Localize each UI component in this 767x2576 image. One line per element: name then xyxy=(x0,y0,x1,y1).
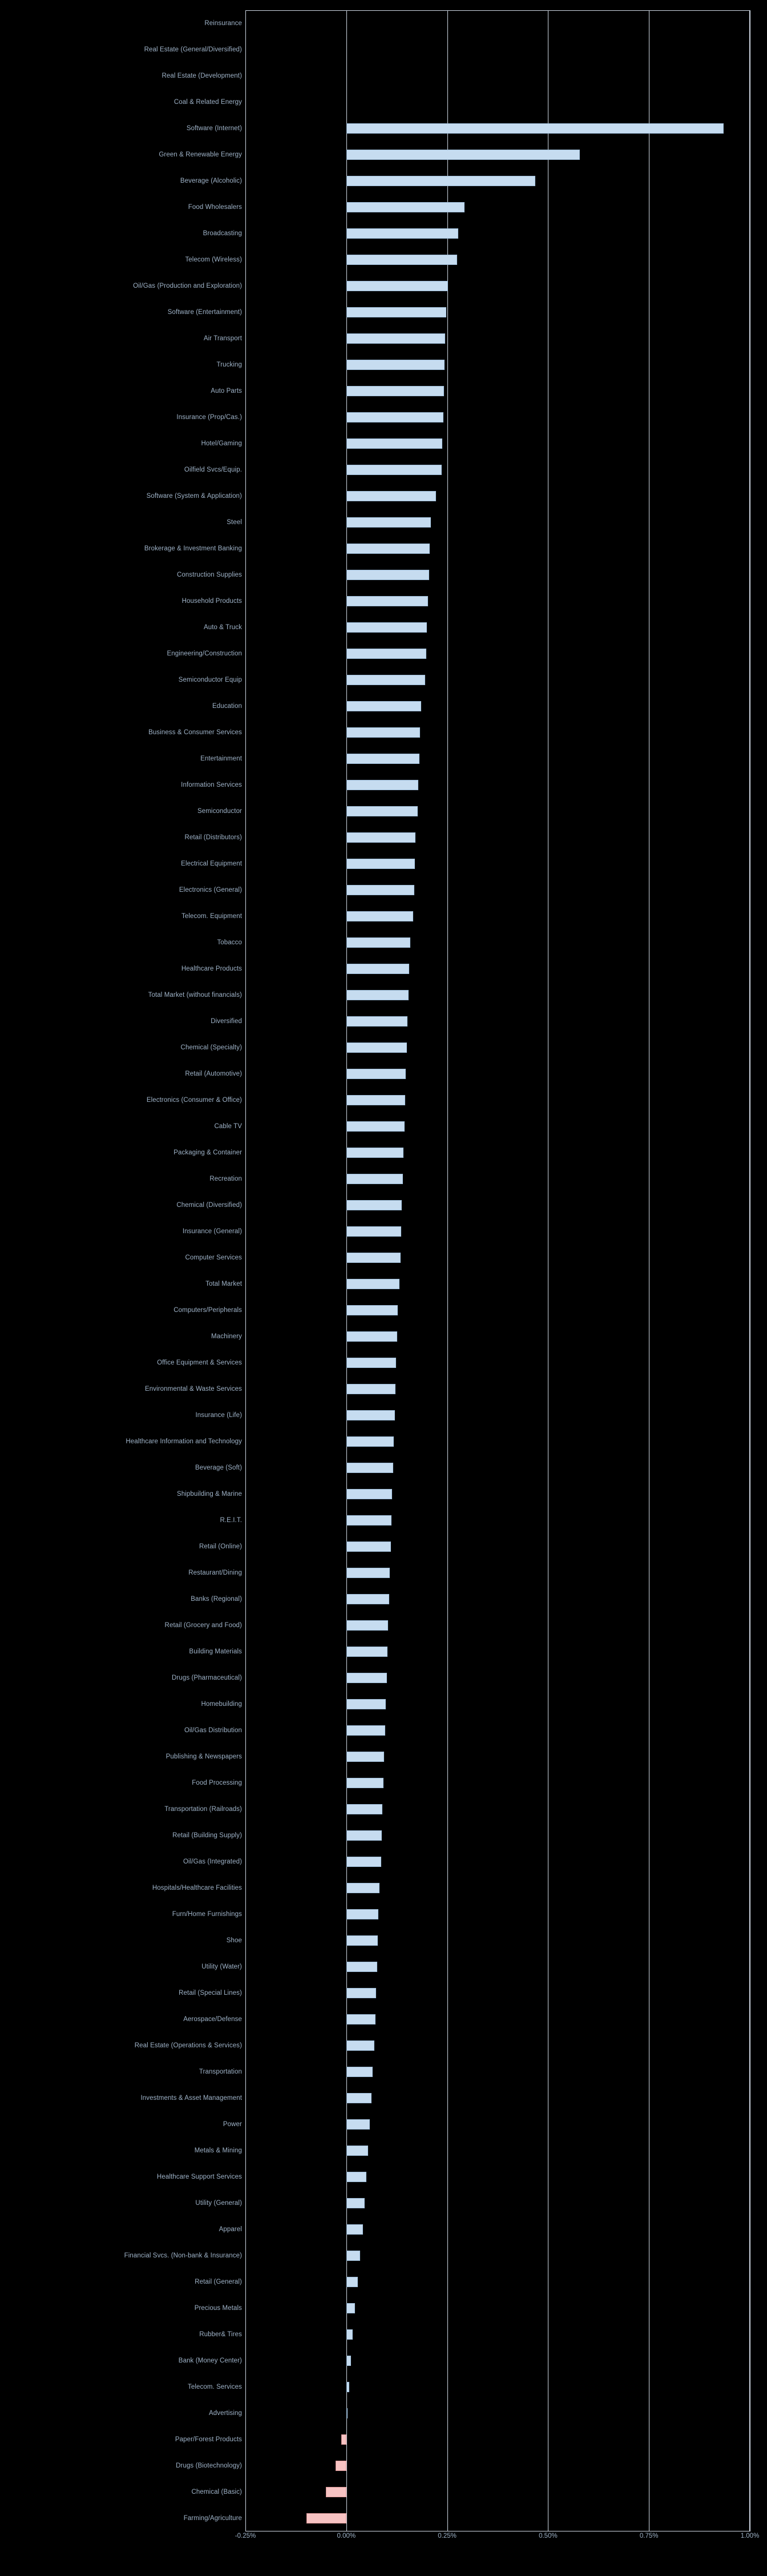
bar-row xyxy=(0,37,767,63)
bar-row xyxy=(0,378,767,404)
bar-row xyxy=(0,1954,767,1980)
bar xyxy=(346,1384,395,1394)
category-label: Investments & Asset Management xyxy=(140,2095,242,2102)
category-label: Computer Services xyxy=(185,1254,242,1261)
category-label: Oil/Gas (Production and Exploration) xyxy=(133,283,242,289)
category-label: Business & Consumer Services xyxy=(148,729,242,736)
category-label: Homebuilding xyxy=(201,1701,242,1708)
bar xyxy=(346,2119,370,2130)
category-label: Auto & Truck xyxy=(203,624,242,631)
bar xyxy=(336,2461,346,2471)
bar xyxy=(346,1148,403,1158)
bar xyxy=(346,1620,389,1631)
category-label: Rubber& Tires xyxy=(199,2331,242,2338)
bar xyxy=(346,176,535,186)
bar xyxy=(346,2172,366,2182)
bar-row xyxy=(0,352,767,378)
bar-row xyxy=(0,1717,767,1744)
bar xyxy=(346,2251,360,2261)
bar xyxy=(346,2382,350,2392)
bar-row xyxy=(0,63,767,89)
bar xyxy=(326,2487,346,2497)
bar-row xyxy=(0,10,767,37)
category-label: Oil/Gas (Integrated) xyxy=(183,1858,242,1865)
bar xyxy=(346,649,426,659)
category-label: Reinsurance xyxy=(204,20,242,27)
bar-row xyxy=(0,2032,767,2059)
bar-row xyxy=(0,772,767,798)
category-label: Chemical (Diversified) xyxy=(176,1202,242,1209)
category-label: Advertising xyxy=(209,2410,242,2417)
bar-row xyxy=(0,2269,767,2295)
bar-row xyxy=(0,1875,767,1901)
x-tick-label: 0.25% xyxy=(438,2533,457,2539)
bar-row xyxy=(0,483,767,509)
bar-row xyxy=(0,1691,767,1717)
bar-row xyxy=(0,1245,767,1271)
category-label: Auto Parts xyxy=(211,388,242,395)
category-label: Restaurant/Dining xyxy=(188,1569,242,1576)
bar xyxy=(346,2224,364,2235)
bar-row xyxy=(0,851,767,877)
bar-row xyxy=(0,2216,767,2243)
bar xyxy=(346,517,431,528)
bar-row xyxy=(0,168,767,194)
category-label: Entertainment xyxy=(200,755,242,762)
category-label: Shipbuilding & Marine xyxy=(177,1491,242,1498)
bar-row xyxy=(0,2138,767,2164)
bar-row xyxy=(0,903,767,929)
bar xyxy=(346,1935,378,1946)
bar xyxy=(346,412,443,422)
bar xyxy=(346,2277,358,2287)
bar xyxy=(346,1069,406,1079)
category-label: Insurance (Life) xyxy=(195,1412,242,1419)
bar-row xyxy=(0,824,767,851)
bar-row xyxy=(0,693,767,719)
bar xyxy=(346,1752,384,1762)
category-label: Packaging & Container xyxy=(173,1149,242,1156)
category-label: Information Services xyxy=(181,782,242,788)
bar-row xyxy=(0,430,767,457)
category-label: Retail (General) xyxy=(195,2279,242,2285)
bar-row xyxy=(0,1350,767,1376)
category-label: Software (System & Application) xyxy=(146,493,242,500)
bar xyxy=(346,2146,368,2156)
category-label: Utility (General) xyxy=(195,2200,242,2207)
category-label: Telecom. Services xyxy=(187,2384,242,2390)
category-label: Real Estate (Development) xyxy=(162,73,242,79)
bar xyxy=(346,1594,389,1604)
category-label: Total Market xyxy=(205,1281,242,1287)
category-label: Coal & Related Energy xyxy=(173,99,242,106)
category-label: Food Wholesalers xyxy=(188,204,242,211)
bar-row xyxy=(0,1087,767,1113)
category-label: Healthcare Information and Technology xyxy=(126,1438,242,1445)
bar xyxy=(346,438,442,449)
bar-row xyxy=(0,325,767,352)
category-label: Financial Svcs. (Non-bank & Insurance) xyxy=(124,2252,242,2259)
bar-row xyxy=(0,142,767,168)
category-label: Steel xyxy=(227,519,242,526)
category-label: Retail (Online) xyxy=(199,1543,242,1550)
bar-row xyxy=(0,2426,767,2453)
bar-row xyxy=(0,536,767,562)
bar xyxy=(346,1883,380,1893)
category-label: Transportation (Railroads) xyxy=(164,1806,242,1813)
bar-row xyxy=(0,1822,767,1849)
category-label: Retail (Automotive) xyxy=(185,1070,242,1077)
x-tick-label: 1.00% xyxy=(740,2533,760,2539)
category-label: Software (Entertainment) xyxy=(167,309,242,316)
category-label: Environmental & Waste Services xyxy=(144,1386,242,1392)
bar xyxy=(346,2329,353,2340)
bar-row xyxy=(0,2321,767,2348)
category-label: Air Transport xyxy=(203,335,242,342)
bar xyxy=(346,701,421,711)
bar-row xyxy=(0,1901,767,1927)
category-label: Green & Renewable Energy xyxy=(159,151,242,158)
bar-row xyxy=(0,2164,767,2190)
bar xyxy=(346,1699,386,1709)
bar-row xyxy=(0,1271,767,1297)
bar-row xyxy=(0,1927,767,1954)
bar xyxy=(346,1043,407,1053)
bar xyxy=(346,1279,399,1289)
bar xyxy=(346,1857,381,1867)
bar xyxy=(346,491,436,501)
bar xyxy=(346,1909,379,1919)
category-label: Office Equipment & Services xyxy=(157,1359,242,1366)
bar-row xyxy=(0,1035,767,1061)
category-label: Building Materials xyxy=(189,1648,242,1655)
x-axis xyxy=(235,2533,760,2550)
bar xyxy=(346,1830,382,1841)
bar xyxy=(346,570,429,580)
category-label: R.E.I.T. xyxy=(220,1517,242,1524)
bar xyxy=(346,360,445,370)
bar xyxy=(346,386,444,396)
category-label: Transportation xyxy=(199,2068,242,2075)
bar-row xyxy=(0,89,767,115)
bar-row xyxy=(0,2190,767,2216)
bar xyxy=(346,202,465,212)
category-label: Retail (Grocery and Food) xyxy=(164,1622,242,1629)
category-label: Real Estate (General/Diversified) xyxy=(144,46,242,53)
bar xyxy=(346,1541,391,1552)
bar xyxy=(346,2040,375,2051)
category-label: Telecom (Wireless) xyxy=(185,256,242,263)
bar-row xyxy=(0,2085,767,2111)
bar-row xyxy=(0,2400,767,2426)
category-label: Healthcare Products xyxy=(181,965,242,972)
bar xyxy=(341,2434,346,2445)
bar xyxy=(346,1358,397,1368)
bar-row xyxy=(0,2348,767,2374)
bar-row xyxy=(0,1166,767,1192)
category-label: Drugs (Biotechnology) xyxy=(176,2462,242,2469)
bar-row xyxy=(0,2505,767,2531)
category-label: Semiconductor xyxy=(197,808,242,815)
bar-row xyxy=(0,1533,767,1560)
bar xyxy=(346,2014,376,2024)
bar-row xyxy=(0,562,767,588)
bar-row xyxy=(0,2295,767,2321)
x-tick-label: -0.25% xyxy=(235,2533,256,2539)
category-label: Insurance (General) xyxy=(182,1228,242,1235)
category-label: Hotel/Gaming xyxy=(201,440,242,447)
bar xyxy=(346,937,410,948)
bar xyxy=(346,1121,405,1132)
x-tick-label: 0.00% xyxy=(337,2533,356,2539)
bar xyxy=(346,885,414,895)
category-label: Broadcasting xyxy=(203,230,242,237)
category-label: Bank (Money Center) xyxy=(178,2357,242,2364)
category-label: Retail (Distributors) xyxy=(184,834,242,841)
bar-row xyxy=(0,1980,767,2006)
bar xyxy=(346,780,419,790)
bar xyxy=(346,1673,387,1683)
category-label: Engineering/Construction xyxy=(167,650,242,657)
category-label: Semiconductor Equip xyxy=(178,677,242,683)
category-label: Drugs (Pharmaceutical) xyxy=(172,1675,242,1681)
category-label: Diversified xyxy=(211,1018,242,1025)
category-label: Recreation xyxy=(209,1176,242,1182)
category-label: Oilfield Svcs/Equip. xyxy=(184,466,242,473)
bar-row xyxy=(0,1744,767,1770)
bar-row xyxy=(0,1665,767,1691)
category-label: Banks (Regional) xyxy=(191,1596,242,1603)
category-label: Retail (Special Lines) xyxy=(179,1990,242,1997)
bar-row xyxy=(0,1560,767,1586)
bar xyxy=(346,990,409,1000)
bar xyxy=(346,1489,393,1499)
category-label: Telecom. Equipment xyxy=(181,913,242,920)
bar-row xyxy=(0,1770,767,1796)
bar xyxy=(346,1725,385,1736)
category-label: Household Products xyxy=(181,598,242,605)
category-label: Farming/Agriculture xyxy=(183,2515,242,2522)
x-tick-label: 0.50% xyxy=(539,2533,558,2539)
bar-row xyxy=(0,929,767,956)
bar-row xyxy=(0,1849,767,1875)
category-label: Brokerage & Investment Banking xyxy=(144,545,242,552)
bar xyxy=(346,465,442,475)
category-label: Utility (Water) xyxy=(201,1963,242,1970)
bar-row xyxy=(0,1376,767,1402)
bar-row xyxy=(0,273,767,299)
bar-row xyxy=(0,299,767,325)
bar-row xyxy=(0,509,767,536)
category-label: Real Estate (Operations & Services) xyxy=(134,2042,242,2049)
category-label: Publishing & Newspapers xyxy=(165,1753,242,1760)
category-label: Chemical (Specialty) xyxy=(180,1044,242,1051)
bar xyxy=(346,1988,376,1998)
bar xyxy=(346,1226,401,1237)
bar xyxy=(346,228,459,239)
bar-row xyxy=(0,746,767,772)
bar-rows xyxy=(0,10,767,2531)
bar xyxy=(346,1095,405,1105)
category-label: Total Market (without financials) xyxy=(148,992,242,999)
bar-row xyxy=(0,1008,767,1035)
category-label: Software (Internet) xyxy=(186,125,242,132)
category-label: Oil/Gas Distribution xyxy=(184,1727,242,1734)
bar xyxy=(306,2513,346,2523)
category-label: Computers/Peripherals xyxy=(173,1307,242,1314)
bar-row xyxy=(0,2479,767,2505)
category-label: Tobacco xyxy=(217,939,242,946)
bar-row xyxy=(0,1586,767,1612)
bar-row xyxy=(0,1796,767,1822)
bar-row xyxy=(0,1612,767,1639)
bar xyxy=(346,2303,356,2313)
category-label: Shoe xyxy=(226,1937,242,1944)
bar-row xyxy=(0,2006,767,2032)
category-label: Power xyxy=(223,2121,242,2128)
bar-row xyxy=(0,1140,767,1166)
bar xyxy=(346,1436,394,1447)
bar xyxy=(346,1410,395,1420)
bar xyxy=(346,964,409,974)
category-label: Cable TV xyxy=(214,1123,242,1130)
category-label: Electronics (Consumer & Office) xyxy=(146,1097,242,1104)
bar xyxy=(346,859,415,869)
bar-row xyxy=(0,247,767,273)
category-label: Retail (Building Supply) xyxy=(172,1832,242,1839)
bar xyxy=(346,150,580,160)
bar-row xyxy=(0,2243,767,2269)
category-label: Food Processing xyxy=(192,1780,242,1786)
category-label: Insurance (Prop/Cas.) xyxy=(176,414,242,421)
category-label: Beverage (Alcoholic) xyxy=(180,178,242,184)
bar xyxy=(346,1647,387,1657)
bar xyxy=(346,544,430,554)
bar-row xyxy=(0,1113,767,1140)
bar-row xyxy=(0,194,767,220)
bar xyxy=(346,1016,407,1027)
bar xyxy=(346,1778,384,1788)
bar xyxy=(346,255,457,265)
bar-row xyxy=(0,956,767,982)
bar-row xyxy=(0,982,767,1008)
category-label: Hospitals/Healthcare Facilities xyxy=(152,1885,242,1891)
bar xyxy=(346,2198,365,2208)
bar-row xyxy=(0,667,767,693)
bar xyxy=(346,1305,398,1315)
bar xyxy=(346,754,419,764)
x-tick-label: 0.75% xyxy=(639,2533,659,2539)
bar xyxy=(346,1174,403,1184)
category-label: Construction Supplies xyxy=(177,571,242,578)
bar xyxy=(346,806,418,816)
bar xyxy=(346,675,426,685)
category-label: Paper/Forest Products xyxy=(175,2436,242,2443)
bar xyxy=(346,622,427,633)
bar-row xyxy=(0,877,767,903)
bar xyxy=(346,2356,351,2366)
bar xyxy=(346,2067,373,2077)
bar xyxy=(346,333,445,344)
bar-row xyxy=(0,1061,767,1087)
bar-row xyxy=(0,220,767,247)
bar xyxy=(346,1515,391,1526)
bar xyxy=(346,1200,402,1210)
bar xyxy=(346,281,448,291)
bar-row xyxy=(0,1481,767,1507)
category-label: Machinery xyxy=(211,1333,242,1340)
bar-row xyxy=(0,2111,767,2138)
category-label: Aerospace/Defense xyxy=(183,2016,242,2023)
bar-row xyxy=(0,404,767,430)
bar-row xyxy=(0,1402,767,1428)
bar xyxy=(346,911,413,921)
bar xyxy=(346,727,420,738)
bar-row xyxy=(0,1507,767,1533)
bar xyxy=(346,123,724,134)
category-label: Metals & Mining xyxy=(194,2147,242,2154)
category-label: Chemical (Basic) xyxy=(191,2489,242,2496)
bar xyxy=(346,1804,383,1814)
bar xyxy=(346,1962,377,1972)
category-label: Healthcare Support Services xyxy=(156,2174,242,2180)
bar-row xyxy=(0,2453,767,2479)
category-label: Electronics (General) xyxy=(179,887,242,893)
bar xyxy=(346,832,416,843)
bar-row xyxy=(0,1639,767,1665)
bar-row xyxy=(0,1323,767,1350)
category-label: Precious Metals xyxy=(194,2305,242,2312)
category-label: Electrical Equipment xyxy=(181,860,242,867)
bar-row xyxy=(0,2059,767,2085)
category-label: Furn/Home Furnishings xyxy=(172,1911,242,1918)
category-label: Beverage (Soft) xyxy=(195,1464,242,1471)
bar-row xyxy=(0,1218,767,1245)
category-label: Education xyxy=(212,703,242,710)
bar-row xyxy=(0,798,767,824)
bar xyxy=(346,1568,390,1578)
bar-row xyxy=(0,588,767,614)
bar-row xyxy=(0,641,767,667)
bar-row xyxy=(0,457,767,483)
bar-row xyxy=(0,1297,767,1323)
bar-row xyxy=(0,614,767,641)
bar-row xyxy=(0,1192,767,1218)
bar xyxy=(346,1463,393,1473)
bar xyxy=(346,307,446,317)
bar-row xyxy=(0,1455,767,1481)
bar-row xyxy=(0,1428,767,1455)
bar-row xyxy=(0,115,767,142)
category-label: Apparel xyxy=(219,2226,242,2233)
bar xyxy=(346,1331,397,1342)
bar xyxy=(346,596,429,606)
bar xyxy=(346,2408,348,2418)
bar xyxy=(346,1253,401,1263)
bar-row xyxy=(0,719,767,746)
category-label: Trucking xyxy=(216,361,242,368)
bar-row xyxy=(0,2374,767,2400)
bar xyxy=(346,2093,372,2103)
